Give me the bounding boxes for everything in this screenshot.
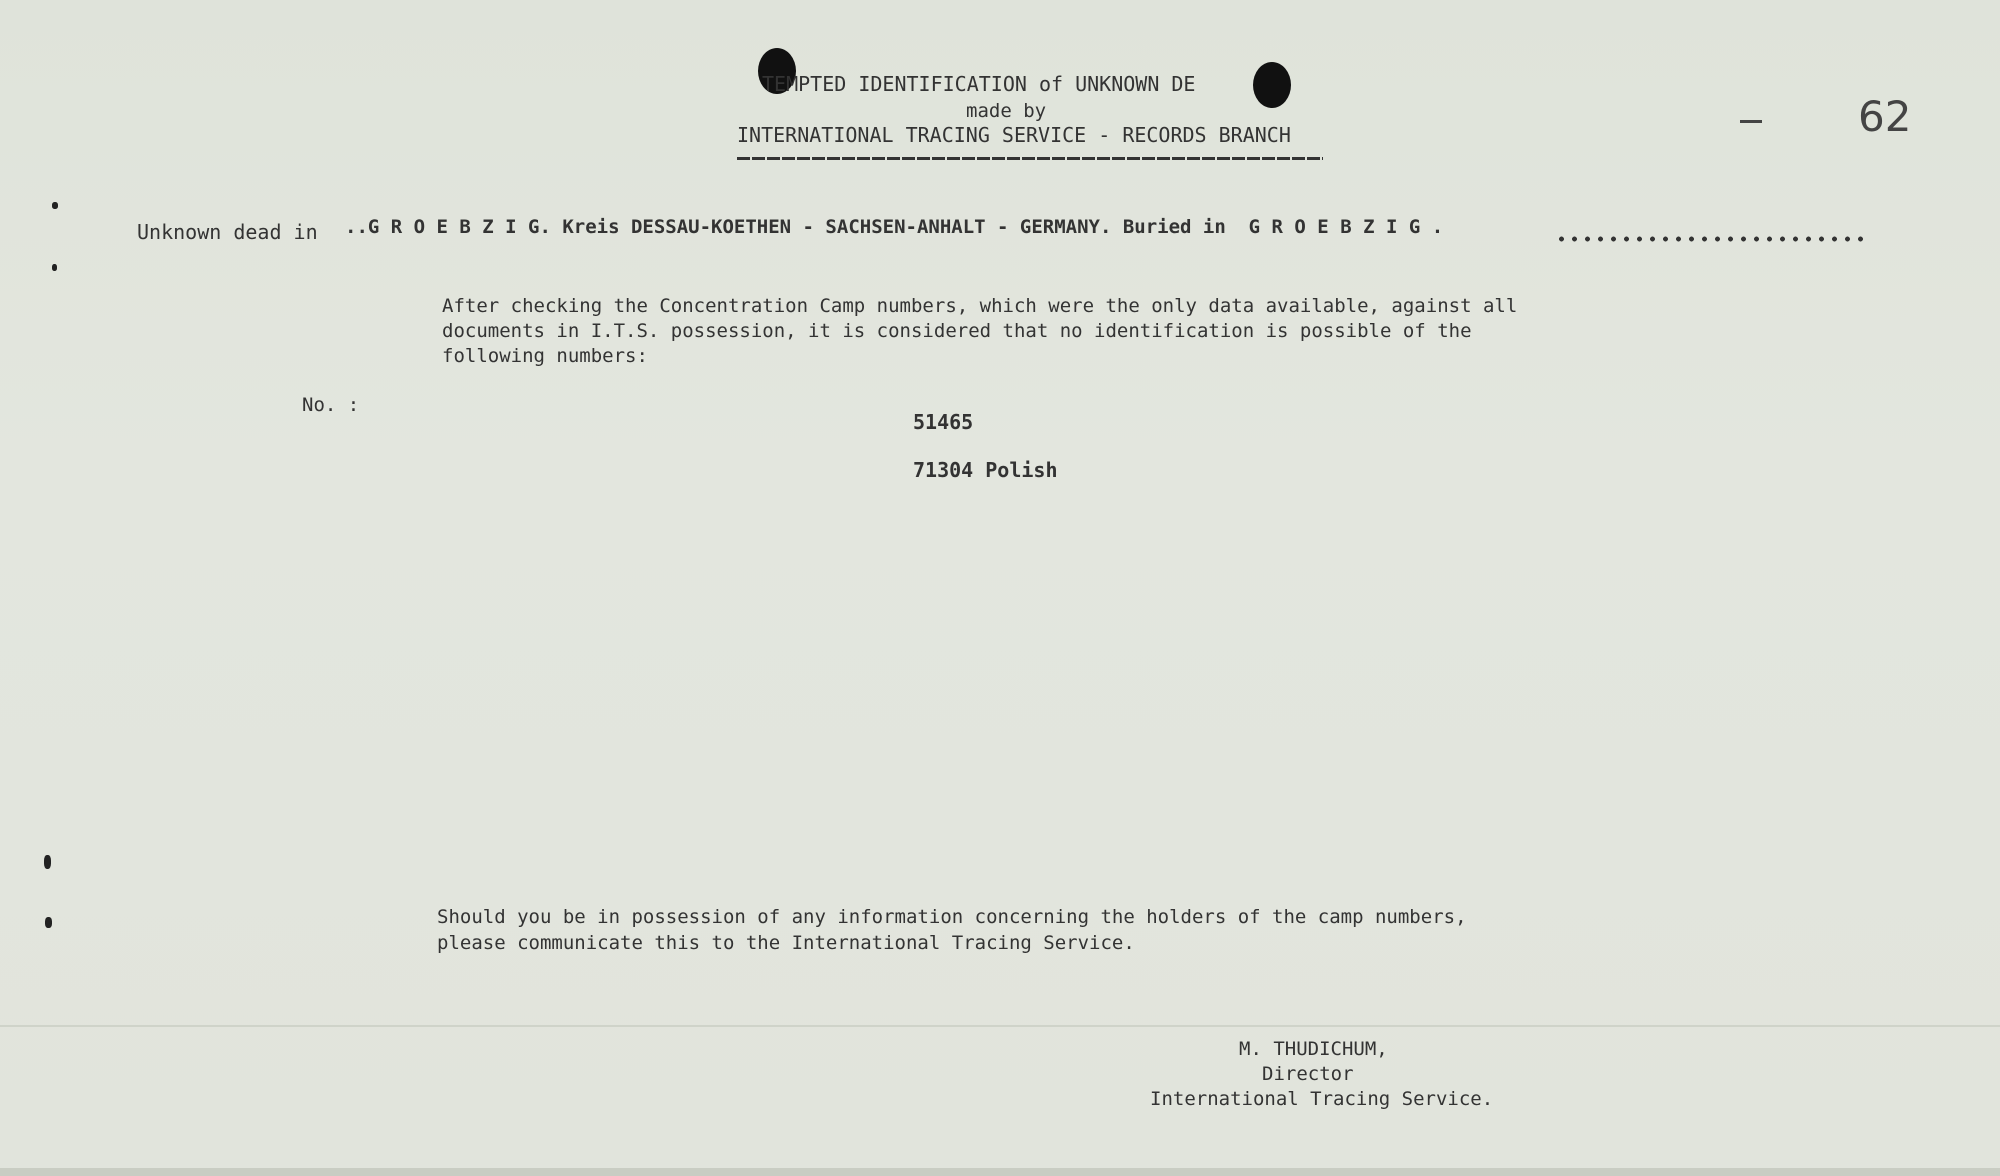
margin-mark <box>52 202 58 209</box>
signature-title: Director <box>1262 1063 1354 1085</box>
header-made-by: made by <box>966 100 1047 122</box>
margin-mark <box>52 264 57 271</box>
paper-fold <box>0 1025 2000 1027</box>
body-line: following numbers: <box>442 345 648 367</box>
signature-org: International Tracing Service. <box>1150 1088 1494 1110</box>
camp-number: 71304 Polish <box>913 458 1058 482</box>
body-line: After checking the Concentration Camp numbers, which were the only data available, against all <box>442 295 1518 317</box>
page-number: 62 <box>1858 92 1912 141</box>
header-underline <box>737 157 1323 160</box>
body-line: documents in I.T.S. possession, it is considered that no identification is possible of the <box>442 320 1472 342</box>
margin-mark <box>44 855 51 869</box>
header-department: INTERNATIONAL TRACING SERVICE - RECORDS BRANCH <box>737 123 1291 147</box>
closing-line: Should you be in possession of any information concerning the holders of the camp numbers, <box>437 906 1467 928</box>
header-title: TEMPTED IDENTIFICATION of UNKNOWN DE <box>762 72 1196 96</box>
paper-edge <box>0 1168 2000 1176</box>
location-value: ..G R O E B Z I G. Kreis DESSAU-KOETHEN - SACHSEN-ANHALT - GERMANY. Buried in G R O E B Z I G . <box>345 216 1444 238</box>
location-dot-leader <box>1555 235 1865 243</box>
location-label: Unknown dead in <box>137 220 318 244</box>
signature-name: M. THUDICHUM, <box>1239 1038 1388 1060</box>
closing-line: please communicate this to the International Tracing Service. <box>437 932 1135 954</box>
punch-hole-right <box>1253 62 1291 108</box>
page-number-dash <box>1740 120 1762 123</box>
numbers-label: No. : <box>302 394 360 416</box>
camp-number: 51465 <box>913 410 974 434</box>
margin-mark <box>45 917 52 928</box>
